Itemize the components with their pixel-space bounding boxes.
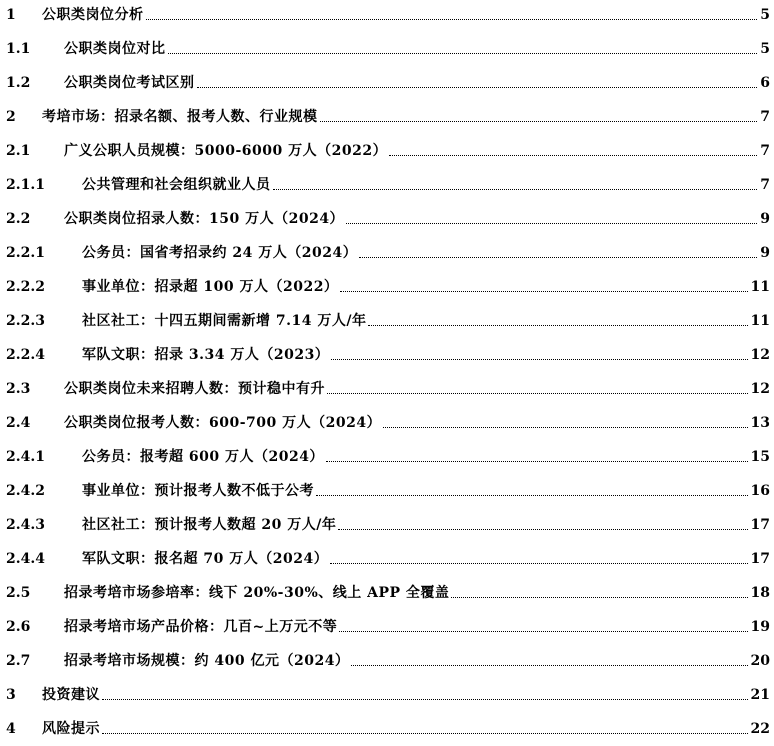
toc-entry-1-2[interactable] <box>0 70 770 92</box>
toc-entry-number: 2.4.1 <box>6 449 45 465</box>
toc-entry-number: 2.6 <box>6 619 31 635</box>
toc-entry-page: 18 <box>750 585 770 601</box>
toc-entry-number: 2.2.4 <box>6 347 45 363</box>
toc-entry-number: 2.4.2 <box>6 483 45 499</box>
dot-leader <box>102 698 748 700</box>
toc-entry-number: 1 <box>6 7 16 23</box>
toc-entry-title: 公职类岗位未来招聘人数：预计稳中有升 <box>64 381 325 397</box>
toc-entry-page: 17 <box>750 551 770 567</box>
toc-entry-number: 2.7 <box>6 653 31 669</box>
toc-entry-title: 公职类岗位考试区别 <box>64 75 195 91</box>
toc-entry-1-1[interactable] <box>0 36 770 58</box>
toc-entry-page: 16 <box>750 483 770 499</box>
toc-entry-title: 风险提示 <box>42 721 100 737</box>
toc-entry-2-2-4[interactable] <box>0 342 770 364</box>
dot-leader <box>338 528 747 530</box>
toc-entry-title: 公职类岗位分析 <box>42 7 144 23</box>
toc-entry-title: 招录考培市场规模：约 400 亿元（2024） <box>64 653 350 669</box>
dot-leader <box>316 494 748 496</box>
toc-entry-title: 招录考培市场产品价格：几百~上万元不等 <box>64 619 338 635</box>
toc-entry-title: 公务员：国省考招录约 24 万人（2024） <box>82 245 358 261</box>
dot-leader <box>168 52 758 54</box>
toc-entry-number: 2 <box>6 109 16 125</box>
toc-entry-title: 公务员：报考超 600 万人（2024） <box>82 449 324 465</box>
toc-entry-title: 社区社工：预计报考人数超 20 万人/年 <box>82 517 337 533</box>
toc-entry-page: 12 <box>750 347 770 363</box>
toc-entry-title: 事业单位：招录超 100 万人（2022） <box>82 279 339 295</box>
toc-entry-page: 17 <box>750 517 770 533</box>
toc-entry-number: 2.1.1 <box>6 177 45 193</box>
toc-entry-number: 2.5 <box>6 585 31 601</box>
toc-entry-page: 13 <box>750 415 770 431</box>
toc-entry-4[interactable] <box>0 716 770 738</box>
toc-entry-number: 2.2.2 <box>6 279 45 295</box>
toc-entry-2-4-4[interactable] <box>0 546 770 568</box>
dot-leader <box>331 358 747 360</box>
toc-entry-2-5[interactable] <box>0 580 770 602</box>
toc-entry-2-2[interactable] <box>0 206 770 228</box>
toc-entry-page: 6 <box>760 75 770 91</box>
toc-entry-number: 2.2.1 <box>6 245 45 261</box>
dot-leader <box>368 324 747 326</box>
toc-entry-page: 5 <box>760 7 770 23</box>
toc-entry-number: 2.1 <box>6 143 31 159</box>
toc-entry-2-1-1[interactable] <box>0 172 770 194</box>
toc-entry-title: 投资建议 <box>42 687 100 703</box>
toc-entry-page: 7 <box>760 177 770 193</box>
toc-entry-2-7[interactable] <box>0 648 770 670</box>
dot-leader <box>326 460 748 462</box>
toc-entry-2-4-2[interactable] <box>0 478 770 500</box>
dot-leader <box>346 222 757 224</box>
toc-entry-number: 2.4 <box>6 415 31 431</box>
toc-entry-2-4[interactable] <box>0 410 770 432</box>
toc-entry-2[interactable] <box>0 104 770 126</box>
toc-entry-1[interactable] <box>0 2 770 24</box>
toc-entry-page: 11 <box>750 279 770 295</box>
toc-entry-2-1[interactable] <box>0 138 770 160</box>
dot-leader <box>330 562 747 564</box>
toc-entry-2-4-3[interactable] <box>0 512 770 534</box>
toc-entry-2-4-1[interactable] <box>0 444 770 466</box>
dot-leader <box>389 154 757 156</box>
toc-entry-page: 15 <box>750 449 770 465</box>
dot-leader <box>273 188 758 190</box>
toc-entry-page: 11 <box>750 313 770 329</box>
toc-entry-title: 军队文职：报名超 70 万人（2024） <box>82 551 329 567</box>
toc-entry-page: 19 <box>750 619 770 635</box>
dot-leader <box>383 426 747 428</box>
toc-entry-number: 1.2 <box>6 75 31 91</box>
toc-entry-page: 5 <box>760 41 770 57</box>
toc-entry-page: 22 <box>750 721 770 737</box>
dot-leader <box>146 18 758 20</box>
toc-entry-title: 考培市场：招录名额、报考人数、行业规模 <box>42 109 318 125</box>
toc-entry-number: 2.3 <box>6 381 31 397</box>
toc-entry-title: 事业单位：预计报考人数不低于公考 <box>82 483 314 499</box>
toc-entry-2-2-3[interactable] <box>0 308 770 330</box>
toc-entry-title: 军队文职：招录 3.34 万人（2023） <box>82 347 330 363</box>
dot-leader <box>197 86 758 88</box>
toc-entry-3[interactable] <box>0 682 770 704</box>
toc-entry-page: 9 <box>760 211 770 227</box>
dot-leader <box>327 392 748 394</box>
toc-entry-number: 2.2.3 <box>6 313 45 329</box>
toc-entry-page: 7 <box>760 143 770 159</box>
toc-entry-page: 7 <box>760 109 770 125</box>
toc-entry-2-6[interactable] <box>0 614 770 636</box>
toc-entry-number: 3 <box>6 687 16 703</box>
toc-entry-page: 12 <box>750 381 770 397</box>
toc-entry-number: 2.4.3 <box>6 517 45 533</box>
toc-entry-2-2-2[interactable] <box>0 274 770 296</box>
toc-entry-title: 广义公职人员规模：5000-6000 万人（2022） <box>64 143 388 159</box>
toc-entry-2-2-1[interactable] <box>0 240 770 262</box>
toc-entry-2-3[interactable] <box>0 376 770 398</box>
toc-entry-title: 社区社工：十四五期间需新增 7.14 万人/年 <box>82 313 367 329</box>
dot-leader <box>320 120 758 122</box>
dot-leader <box>340 290 747 292</box>
toc-entry-title: 招录考培市场参培率：线下 20%-30%、线上 APP 全覆盖 <box>64 585 450 601</box>
toc-entry-page: 20 <box>750 653 770 669</box>
dot-leader <box>451 596 747 598</box>
toc-entry-number: 2.4.4 <box>6 551 45 567</box>
dot-leader <box>339 630 747 632</box>
dot-leader <box>351 664 747 666</box>
dot-leader <box>359 256 757 258</box>
dot-leader <box>102 732 748 734</box>
toc-entry-page: 9 <box>760 245 770 261</box>
toc-entry-number: 1.1 <box>6 41 31 57</box>
toc-entry-number: 2.2 <box>6 211 31 227</box>
toc-entry-page: 21 <box>750 687 770 703</box>
toc-entry-title: 公职类岗位对比 <box>64 41 166 57</box>
toc-entry-number: 4 <box>6 721 16 737</box>
toc-entry-title: 公共管理和社会组织就业人员 <box>82 177 271 193</box>
toc-entry-title: 公职类岗位报考人数：600-700 万人（2024） <box>64 415 382 431</box>
toc-entry-title: 公职类岗位招录人数：150 万人（2024） <box>64 211 345 227</box>
